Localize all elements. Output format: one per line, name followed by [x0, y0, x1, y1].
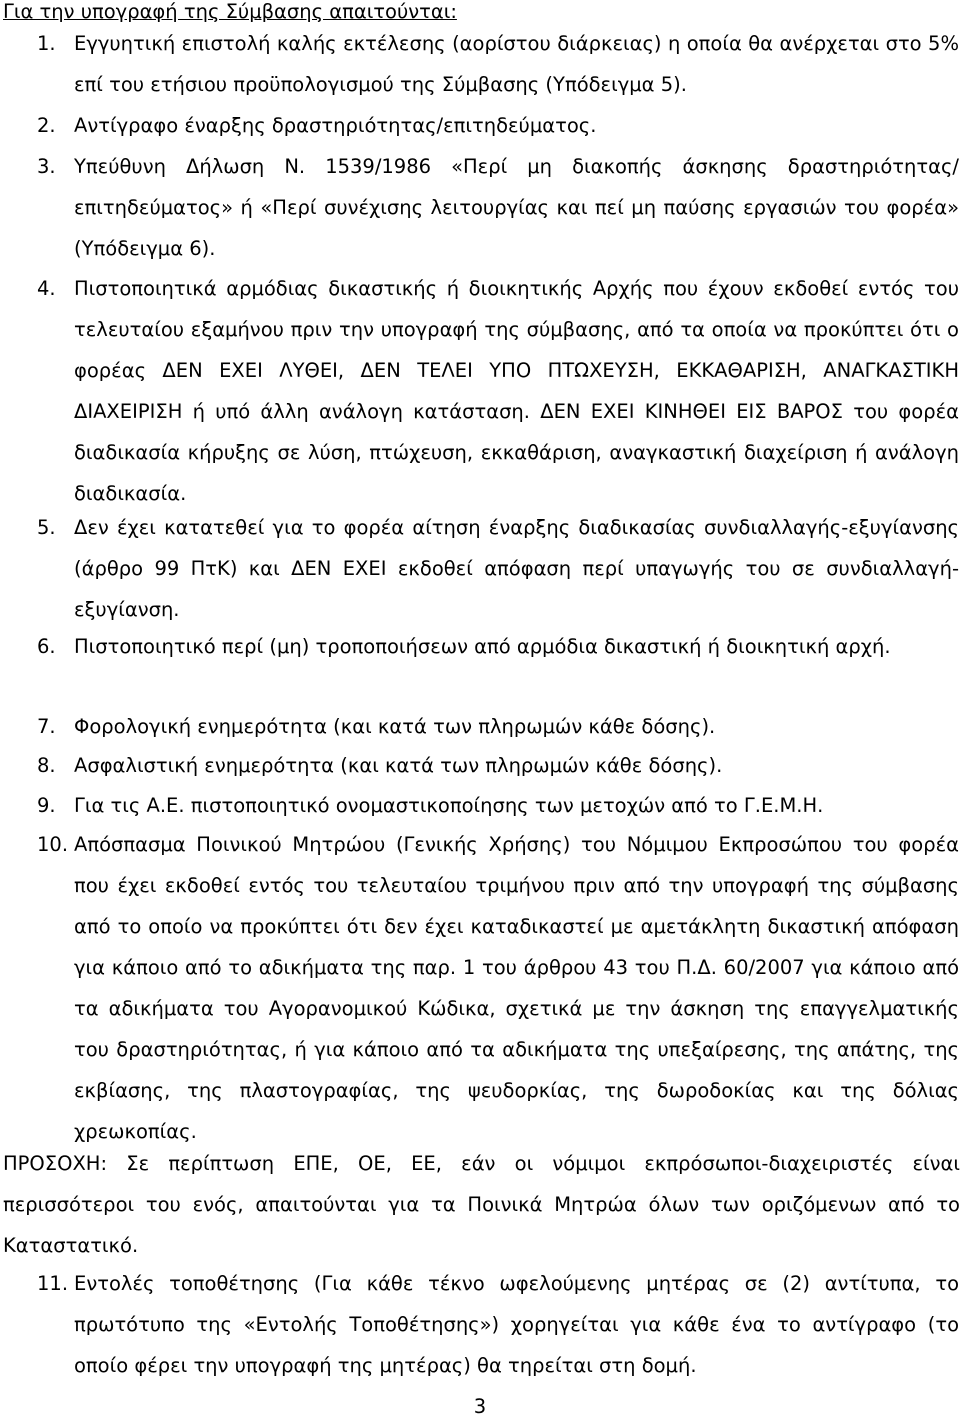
item-text: Για τις Α.Ε. πιστοποιητικό ονομαστικοποίησης των μετοχών από το Γ.Ε.Μ.Η. — [74, 794, 824, 817]
item-number: 3. — [37, 155, 56, 178]
list-item-10 — [37, 824, 959, 1152]
list-item-11 — [37, 1263, 959, 1386]
item-text: Αντίγραφο έναρξης δραστηριότητας/επιτηδεύματος. — [74, 114, 597, 137]
item-text: Δεν έχει κατατεθεί για το φορέα αίτηση έναρξης διαδικασίας συνδιαλλαγής-εξυγίανσης (άρθρο 99 ΠτΚ) και ΔΕΝ ΕΧΕΙ εκδοθεί απόφαση περί υπαγωγής του σε συνδιαλλαγή-εξυγίανση. — [74, 516, 959, 621]
item-number: 8. — [37, 754, 56, 777]
item-text: Εντολές τοποθέτησης (Για κάθε τέκνο ωφελούμενης μητέρας σε (2) αντίτυπα, το πρωτότυπο της «Εντολής Τοποθέτησης») χορηγείται για κάθε ένα το αντίγραφο (το οποίο φέρει την υπογραφή της μητέρας) θα τηρείται στη δομή. — [74, 1272, 959, 1377]
list-item-6 — [37, 626, 959, 667]
list-item-4 — [37, 268, 959, 514]
list-item-9 — [37, 785, 959, 826]
item-number: 1. — [37, 32, 56, 55]
list-item-5 — [37, 507, 959, 630]
item-text: Ασφαλιστική ενημερότητα (και κατά των πληρωμών κάθε δόσης). — [74, 754, 723, 777]
item-number: 5. — [37, 516, 56, 539]
item-number: 6. — [37, 635, 56, 658]
item-text: Υπεύθυνη Δήλωση Ν. 1539/1986 «Περί μη διακοπής άσκησης δραστηριότητας/επιτηδεύματος» ή «Περί συνέχισης λειτουργίας και πεί μη παύσης εργασιών του φορέα» (Υπόδειγμα 6). — [74, 155, 959, 260]
item-number: 7. — [37, 715, 56, 738]
item-number: 9. — [37, 794, 56, 817]
item-text: Πιστοποιητικά αρμόδιας δικαστικής ή διοικητικής Αρχής που έχουν εκδοθεί εντός του τελευταίου εξαμήνου πριν την υπογραφή της σύμβασης, από τα οποία να προκύπτει ότι ο φορέας ΔΕΝ ΕΧΕΙ ΛΥΘΕΙ, ΔΕΝ ΤΕΛΕΙ ΥΠΟ ΠΤΩΧΕΥΣΗ, ΕΚΚΑΘΑΡΙΣΗ, ΑΝΑΓΚΑΣΤΙΚΗ ΔΙΑΧΕΙΡΙΣΗ ή υπό άλλη ανάλογη κατάσταση. ΔΕΝ ΕΧΕΙ ΚΙΝΗΘΕΙ ΕΙΣ ΒΑΡΟΣ του φορέα διαδικασία κήρυξης σε λύση, πτώχευση, εκκαθάριση, αναγκαστική διαχείριση ή ανάλογη διαδικασία. — [74, 277, 959, 505]
list-item-3 — [37, 146, 959, 269]
item-text: Εγγυητική επιστολή καλής εκτέλεσης (αορίστου διάρκειας) η οποία θα ανέρχεται στο 5% επί του ετήσιου προϋπολογισμού της Σύμβασης (Υπόδειγμα 5). — [74, 32, 959, 96]
list-item-1 — [37, 23, 959, 105]
item-number: 2. — [37, 114, 56, 137]
section-heading: Για την υπογραφή της Σύμβασης απαιτούνται: — [3, 0, 457, 23]
item-text: Πιστοποιητικό περί (μη) τροποποιήσεων από αρμόδια δικαστική ή διοικητική αρχή. — [74, 635, 891, 658]
list-item-2 — [37, 105, 959, 146]
list-item-8 — [37, 745, 959, 786]
item-text: Απόσπασμα Ποινικού Μητρώου (Γενικής Χρήσης) του Νόμιμου Εκπροσώπου του φορέα που έχει εκδοθεί εντός του τελευταίου τριμήνου πριν από την υπογραφή της σύμβασης από το οποίο να προκύπτει ότι δεν έχει καταδικαστεί με αμετάκλητη δικαστική απόφαση για κάποιο από το αδικήματα της παρ. 1 του άρθρου 43 του Π.Δ. 60/2007 για κάποιο από τα αδικήματα του Αγορανομικού Κώδικα, σχετικά με την άσκηση της επαγγελματικής του δραστηριότητας, ή για κάποιο από τα αδικήματα της υπεξαίρεσης, της απάτης, της εκβίασης, της πλαστογραφίας, της ψευδορκίας, της δωροδοκίας και της δόλιας χρεωκοπίας. — [74, 833, 959, 1143]
item-number: 11. — [37, 1272, 69, 1295]
page-number: 3 — [473, 1395, 487, 1418]
attention-note: ΠΡΟΣΟΧΗ: Σε περίπτωση ΕΠΕ, ΟΕ, ΕΕ, εάν οι νόμιμοι εκπρόσωποι-διαχειριστές είναι περισσότεροι του ενός, απαιτούνται για τα Ποινικά Μητρώα όλων των οριζόμενων από το Καταστατικό. — [3, 1152, 960, 1257]
list-item-7 — [37, 706, 959, 747]
item-number: 4. — [37, 277, 56, 300]
item-number: 10. — [37, 833, 69, 856]
item-text: Φορολογική ενημερότητα (και κατά των πληρωμών κάθε δόσης). — [74, 715, 716, 738]
